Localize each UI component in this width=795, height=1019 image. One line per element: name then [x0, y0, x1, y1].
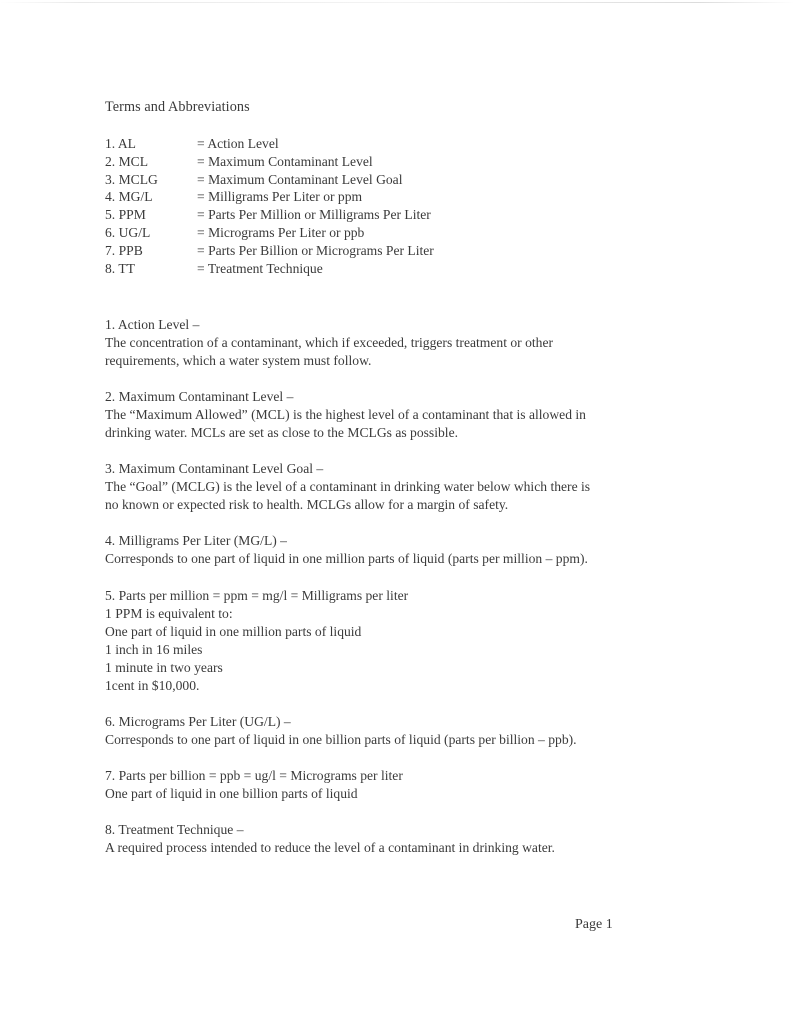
definition-treatment-technique	[105, 821, 675, 857]
abbreviation-definition: = Action Level	[197, 136, 279, 151]
definition-parts-per-billion	[105, 767, 675, 803]
abbreviation-definition: = Parts Per Million or Milligrams Per Liter	[197, 207, 431, 223]
section-text: 1 minute in two years	[105, 660, 223, 675]
abbreviation-definition: = Treatment Technique	[197, 260, 323, 276]
section-heading: 7. Parts per billion = ppb = ug/l = Micrograms per liter	[105, 768, 403, 783]
section-text: no known or expected risk to health. MCLGs allow for a margin of safety.	[105, 497, 509, 512]
section-text: One part of liquid in one billion parts of liquid	[105, 786, 358, 801]
section-heading: 1. Action Level –	[105, 317, 200, 332]
abbreviation-code: 3. MCLG	[105, 171, 158, 187]
section-text: 1 PPM is equivalent to:	[105, 606, 233, 621]
scan-edge	[0, 2, 795, 3]
abbreviation-definition: = Micrograms Per Liter or ppb	[197, 224, 365, 240]
section-text: requirements, which a water system must follow.	[105, 353, 372, 368]
abbreviation-definition: = Milligrams Per Liter or ppm	[197, 189, 363, 205]
definition-parts-per-million	[105, 587, 675, 695]
page-number: Page 1	[575, 917, 613, 932]
definition-micrograms-per-liter	[105, 713, 675, 749]
section-text: The “Maximum Allowed” (MCL) is the highest level of a contaminant that is allowed in	[105, 407, 586, 422]
section-text: Corresponds to one part of liquid in one billion parts of liquid (parts per billion – ppb).	[105, 732, 577, 747]
page-title: Terms and Abbreviations	[105, 99, 250, 115]
abbreviation-code: 6. UG/L	[105, 224, 151, 240]
section-heading: 4. Milligrams Per Liter (MG/L) –	[105, 533, 287, 548]
definition-maximum-contaminant-level-goal	[105, 460, 675, 514]
section-heading: 3. Maximum Contaminant Level Goal –	[105, 461, 324, 476]
section-text: drinking water. MCLs are set as close to the MCLGs as possible.	[105, 425, 459, 440]
abbreviation-code: 7. PPB	[105, 242, 143, 258]
section-text: The concentration of a contaminant, which if exceeded, triggers treatment or other	[105, 335, 554, 350]
section-text: Corresponds to one part of liquid in one million parts of liquid (parts per million – ppm).	[105, 551, 588, 566]
abbreviation-definition: = Maximum Contaminant Level Goal	[197, 171, 403, 187]
section-heading: 5. Parts per million = ppm = mg/l = Milligrams per liter	[105, 588, 409, 603]
abbreviation-definition: = Maximum Contaminant Level	[197, 153, 373, 169]
section-text: A required process intended to reduce the level of a contaminant in drinking water.	[105, 840, 555, 855]
section-text: 1cent in $10,000.	[105, 678, 200, 693]
section-heading: 6. Micrograms Per Liter (UG/L) –	[105, 714, 291, 729]
definition-action-level	[105, 316, 675, 370]
abbreviation-code: 2. MCL	[105, 153, 149, 169]
abbreviation-definition: = Parts Per Billion or Micrograms Per Liter	[197, 242, 434, 258]
section-text: The “Goal” (MCLG) is the level of a contaminant in drinking water below which there is	[105, 479, 591, 494]
abbreviation-code: 4. MG/L	[105, 189, 153, 205]
section-text: 1 inch in 16 miles	[105, 642, 203, 657]
abbreviation-code: 5. PPM	[105, 207, 146, 223]
abbreviation-code: 1. AL	[105, 136, 136, 151]
section-text: One part of liquid in one million parts of liquid	[105, 624, 362, 639]
section-heading: 8. Treatment Technique –	[105, 822, 244, 837]
definition-maximum-contaminant-level	[105, 388, 675, 442]
abbreviation-code: 8. TT	[105, 260, 135, 276]
section-heading: 2. Maximum Contaminant Level –	[105, 389, 294, 404]
definition-milligrams-per-liter	[105, 532, 675, 568]
